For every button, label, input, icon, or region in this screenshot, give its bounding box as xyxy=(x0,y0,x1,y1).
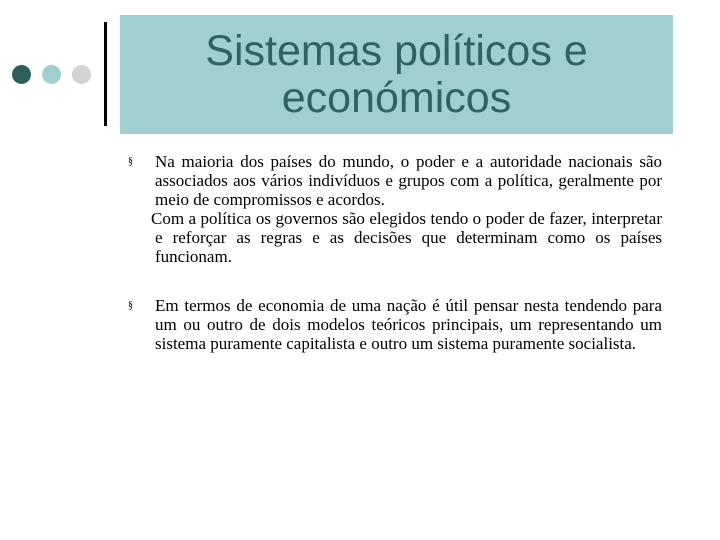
decorative-dot-gray xyxy=(72,65,91,84)
bullet-marker-icon: § xyxy=(128,300,133,311)
bullet-paragraph: Com a política os governos são elegidos tendo o poder de fazer, interpretar e reforçar as regras e as decisões que determinam como os países funcionam. xyxy=(151,209,662,266)
decorative-dot-dark xyxy=(12,65,31,84)
decorative-dot-light xyxy=(42,65,61,84)
bullet-paragraph: Na maioria dos países do mundo, o poder e a autoridade nacionais são associados aos vários indivíduos e grupos com a política, geralmente por meio de compromissos e acordos. xyxy=(155,152,662,209)
bullet-item xyxy=(128,296,662,353)
vertical-divider xyxy=(104,22,107,126)
bullet-item xyxy=(128,152,662,266)
bullet-paragraph: Em termos de economia de uma nação é útil pensar nesta tendendo para um ou outro de dois modelos teóricos principais, um representando um sistema puramente capitalista e outro um sistema puramente socialista. xyxy=(155,296,662,353)
slide-title: Sistemas políticos e económicos xyxy=(205,26,588,122)
title-band xyxy=(120,15,673,134)
slide-body xyxy=(128,152,662,353)
bullet-marker-icon: § xyxy=(128,156,133,167)
